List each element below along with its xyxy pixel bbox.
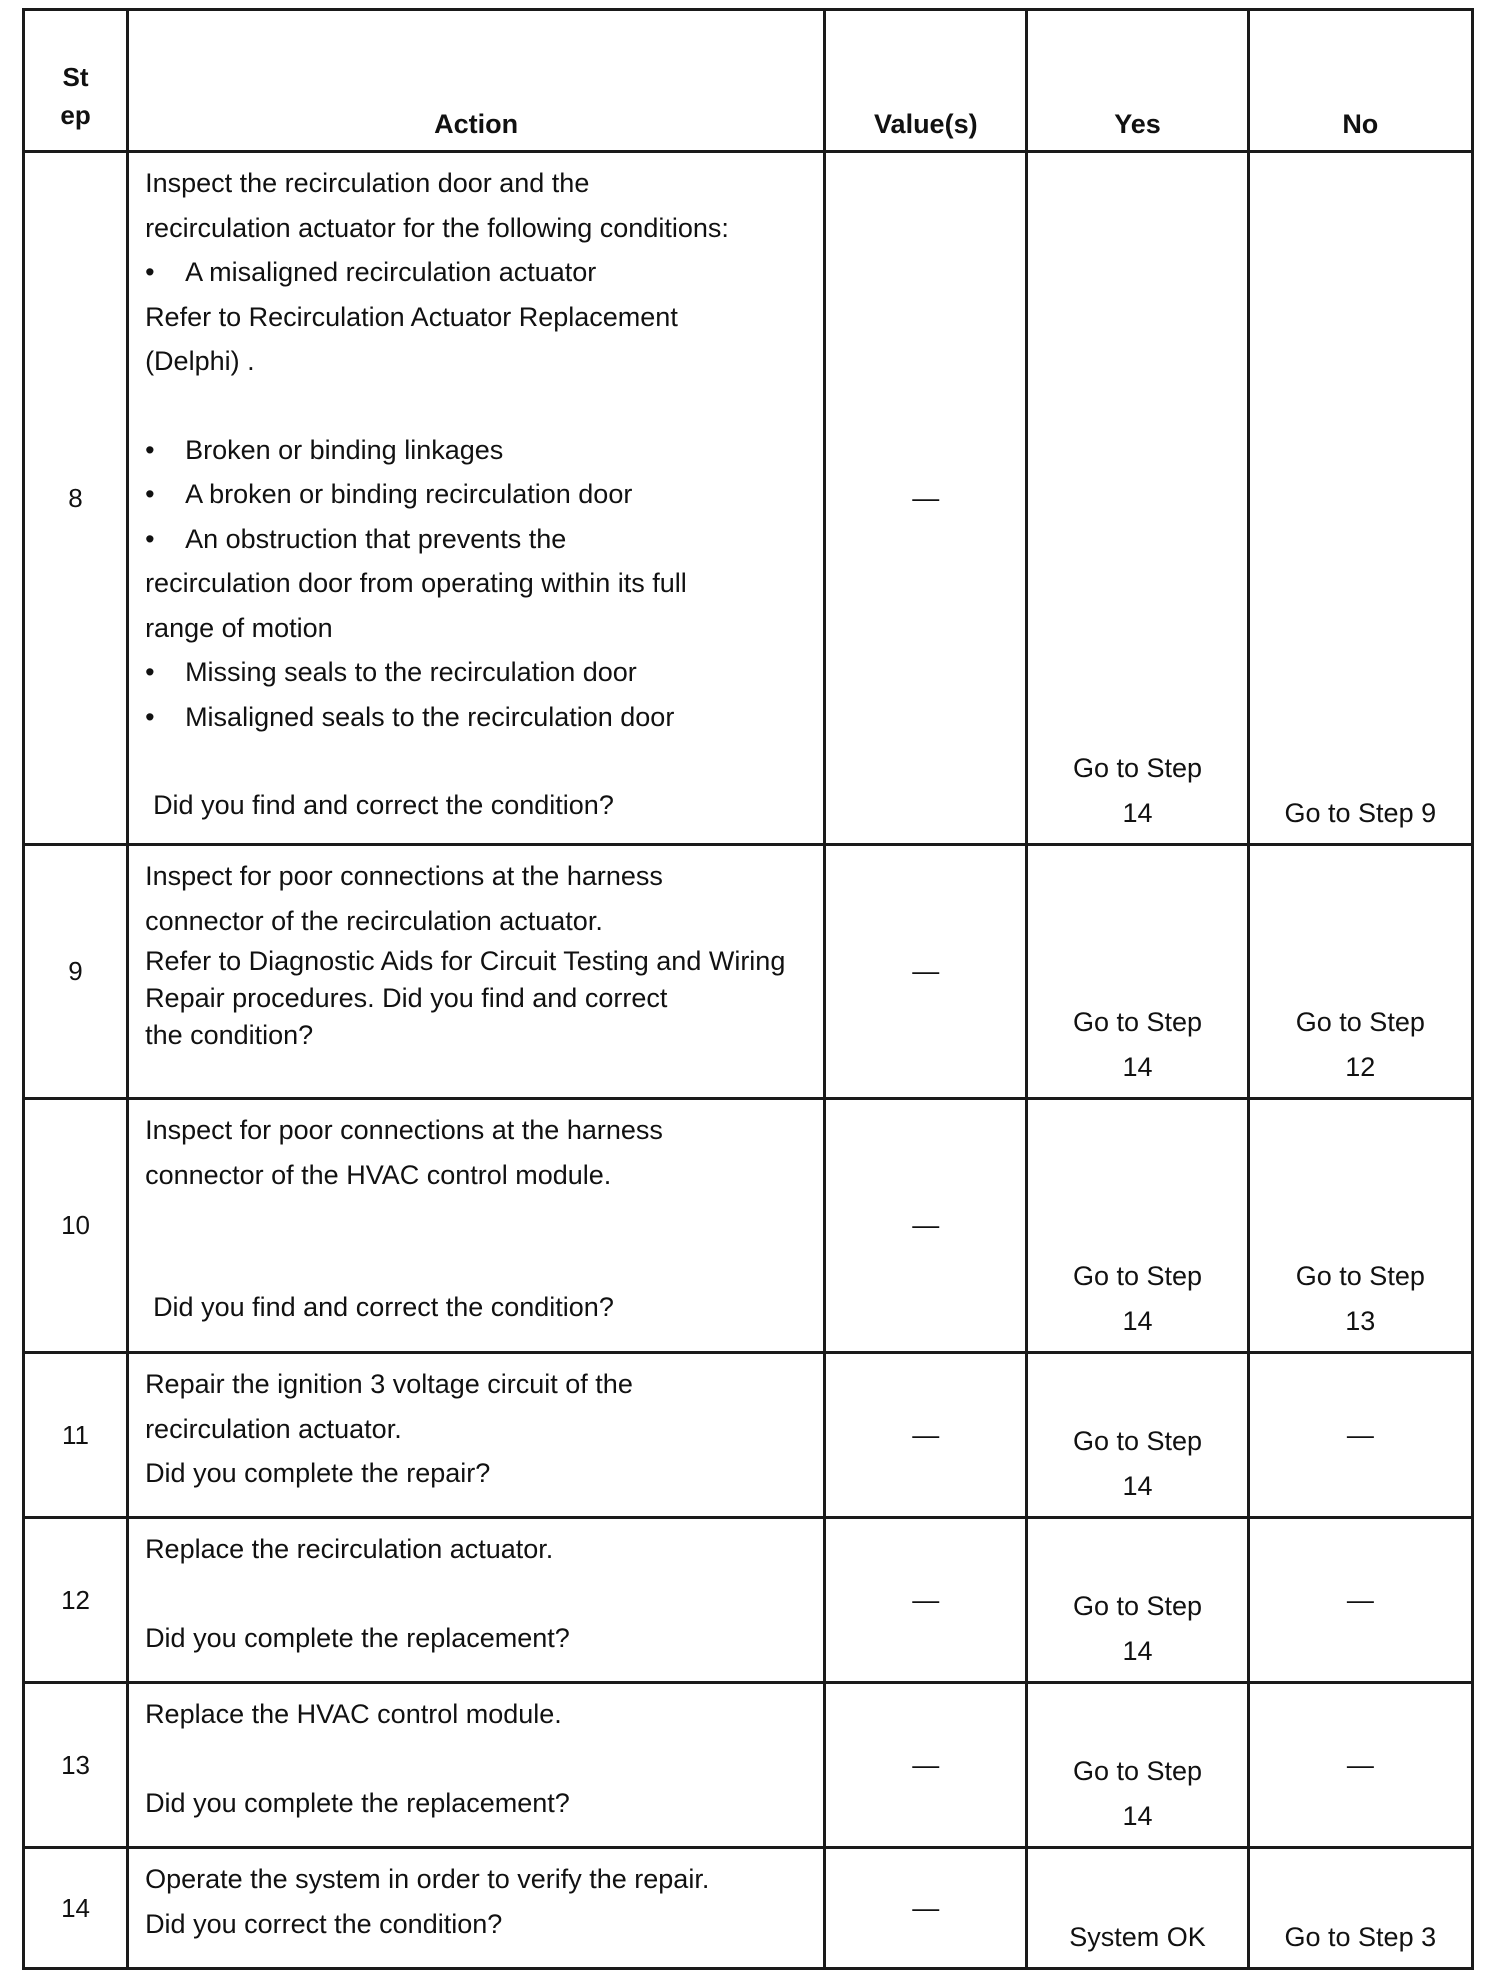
yes-line: 14 — [1122, 1635, 1153, 1666]
header-step — [24, 10, 128, 152]
header-step-line2: ep — [60, 99, 91, 130]
step-number: 8 — [24, 152, 128, 845]
value-cell: — — [825, 1848, 1027, 1969]
action-question: Did you complete the replacement? — [145, 1622, 570, 1653]
bullet-item — [145, 695, 809, 740]
bullet-text: Misaligned seals to the recirculation door — [185, 701, 675, 732]
action-line: connector of the HVAC control module. — [145, 1159, 612, 1190]
yes-cell — [1027, 1848, 1248, 1969]
action-cell — [128, 845, 825, 1099]
no-cell: — — [1248, 1353, 1472, 1518]
bullet-icon: • — [145, 701, 155, 732]
no-cell — [1248, 845, 1472, 1099]
yes-cell — [1027, 1099, 1248, 1353]
bullet-item — [145, 428, 809, 473]
header-yes: Yes — [1027, 10, 1248, 152]
spacer — [145, 384, 809, 428]
action-cell — [128, 1848, 825, 1969]
action-line: Repair the ignition 3 voltage circuit of the — [145, 1369, 633, 1399]
header-no: No — [1248, 10, 1472, 152]
action-cell — [128, 1353, 825, 1518]
bullet-item — [145, 650, 809, 695]
bullet-icon: • — [145, 434, 155, 465]
table-row — [24, 152, 1473, 845]
bullet-item — [145, 250, 809, 295]
header-row — [24, 10, 1473, 152]
action-line: recirculation actuator. — [145, 1413, 402, 1444]
action-line: Inspect the recirculation door and the — [145, 168, 590, 198]
action-line: recirculation door from operating within its full — [145, 568, 687, 598]
bullet-text: A broken or binding recirculation door — [185, 479, 633, 509]
action-line: range of motion — [145, 612, 333, 643]
bullet-item — [145, 517, 809, 562]
value-cell: — — [825, 1353, 1027, 1518]
no-cell: — — [1248, 1518, 1472, 1683]
yes-line: Go to Step — [1072, 1426, 1203, 1456]
action-question: Did you complete the repair? — [145, 1458, 491, 1488]
bullet-icon: • — [145, 257, 155, 287]
action-cell — [128, 1683, 825, 1848]
spacer — [145, 1737, 809, 1781]
yes-cell — [1027, 1683, 1248, 1848]
action-cell — [128, 152, 825, 845]
action-line: Inspect for poor connections at the harness — [145, 861, 663, 891]
action-line: connector of the recirculation actuator. — [145, 905, 603, 936]
yes-line: 14 — [1122, 1305, 1153, 1336]
action-line: Operate the system in order to verify the repair. — [145, 1864, 710, 1894]
no-line: 13 — [1345, 1305, 1376, 1336]
action-line: recirculation actuator for the following conditions: — [145, 212, 729, 243]
table-row — [24, 1848, 1473, 1969]
step-number: 10 — [24, 1099, 128, 1353]
yes-line: 14 — [1122, 1051, 1153, 1082]
yes-line: Go to Step — [1072, 1007, 1203, 1037]
step-number: 13 — [24, 1683, 128, 1848]
action-line: Replace the HVAC control module. — [145, 1699, 562, 1729]
value-cell: — — [825, 152, 1027, 845]
bullet-text: Missing seals to the recirculation door — [185, 657, 637, 687]
yes-cell — [1027, 1353, 1248, 1518]
no-line: Go to Step — [1295, 1261, 1425, 1291]
spacer — [145, 1572, 809, 1616]
action-line: Inspect for poor connections at the harness — [145, 1115, 663, 1145]
value-cell: — — [825, 845, 1027, 1099]
no-cell — [1248, 1848, 1472, 1969]
yes-cell — [1027, 152, 1248, 845]
no-line: 12 — [1345, 1051, 1376, 1082]
yes-line: System OK — [1069, 1921, 1206, 1952]
action-question: Did you find and correct the condition? — [153, 1292, 614, 1322]
no-cell — [1248, 1099, 1472, 1353]
action-cell — [128, 1518, 825, 1683]
bullet-item — [145, 472, 809, 517]
step-number: 9 — [24, 845, 128, 1099]
table-row — [24, 1353, 1473, 1518]
bullet-icon: • — [145, 657, 155, 687]
step-number: 14 — [24, 1848, 128, 1969]
step-number: 12 — [24, 1518, 128, 1683]
yes-cell — [1027, 1518, 1248, 1683]
action-line: the condition? — [145, 1020, 314, 1050]
diagnostic-table — [22, 8, 1474, 1970]
action-cell — [128, 1099, 825, 1353]
no-line: Go to Step 9 — [1284, 797, 1437, 828]
bullet-icon: • — [145, 479, 155, 509]
value-cell: — — [825, 1099, 1027, 1353]
action-question: Did you find and correct the condition? — [153, 790, 614, 820]
bullet-icon: • — [145, 523, 155, 554]
header-step-line1: St — [62, 61, 89, 92]
no-line: Go to Step 3 — [1284, 1921, 1437, 1952]
action-line: (Delphi) . — [145, 346, 255, 376]
yes-line: Go to Step — [1072, 753, 1203, 783]
bullet-text: A misaligned recirculation actuator — [185, 257, 597, 287]
step-number: 11 — [24, 1353, 128, 1518]
action-line: Refer to Recirculation Actuator Replacement — [145, 301, 678, 332]
yes-line: 14 — [1122, 1800, 1153, 1831]
bullet-text: Broken or binding linkages — [185, 434, 504, 465]
spacer — [145, 739, 809, 783]
yes-cell — [1027, 845, 1248, 1099]
yes-line: 14 — [1122, 797, 1153, 828]
yes-line: 14 — [1122, 1470, 1153, 1501]
table-row — [24, 1683, 1473, 1848]
yes-line: Go to Step — [1072, 1756, 1203, 1786]
no-line: Go to Step — [1295, 1007, 1425, 1037]
yes-line: Go to Step — [1072, 1591, 1203, 1621]
yes-line: Go to Step — [1072, 1261, 1203, 1291]
bullet-text: An obstruction that prevents the — [185, 523, 567, 554]
no-cell — [1248, 152, 1472, 845]
table-row — [24, 1518, 1473, 1683]
spacer — [145, 1197, 809, 1241]
action-question: Did you correct the condition? — [145, 1908, 503, 1939]
action-line: Repair procedures. Did you find and correct — [145, 983, 668, 1013]
action-line: Replace the recirculation actuator. — [145, 1534, 554, 1564]
action-line: Refer to Diagnostic Aids for Circuit Testing and Wiring — [145, 946, 786, 976]
table-row — [24, 1099, 1473, 1353]
value-cell: — — [825, 1518, 1027, 1683]
table-row — [24, 845, 1473, 1099]
action-question: Did you complete the replacement? — [145, 1787, 570, 1818]
no-cell: — — [1248, 1683, 1472, 1848]
spacer — [145, 1241, 809, 1285]
value-cell: — — [825, 1683, 1027, 1848]
header-action: Action — [128, 10, 825, 152]
header-values: Value(s) — [825, 10, 1027, 152]
